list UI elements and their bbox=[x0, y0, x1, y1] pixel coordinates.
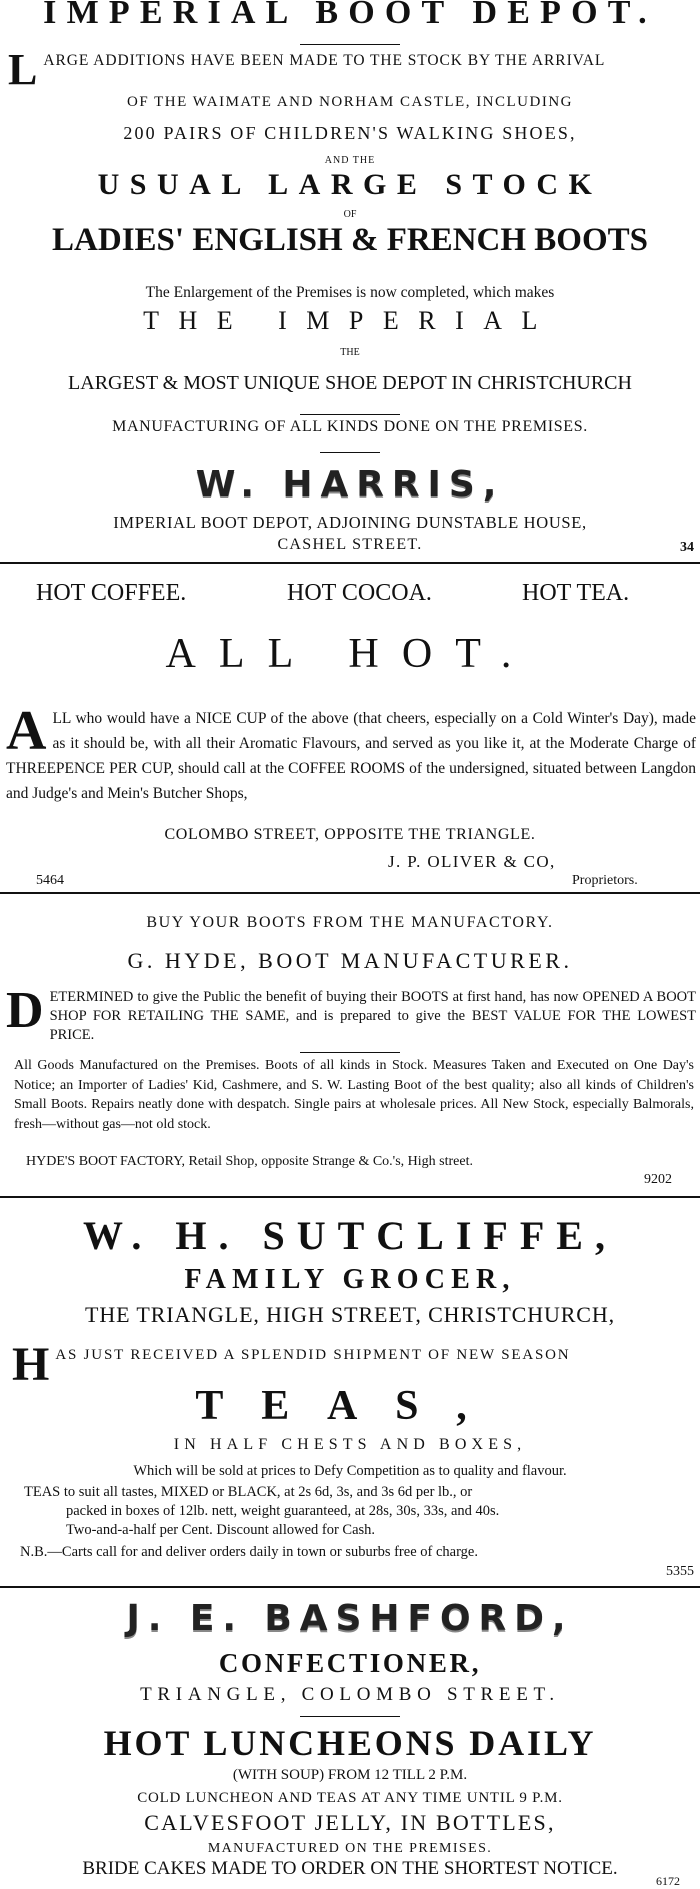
column-divider bbox=[0, 1586, 700, 1588]
with-soup: (WITH SOUP) FROM 12 TILL 2 P.M. bbox=[232, 1767, 468, 1783]
enlargement: The Enlargement of the Premises is now completed, which makes bbox=[145, 284, 555, 301]
address-line-2: CASHEL STREET. bbox=[277, 536, 423, 553]
dropcap: D bbox=[6, 982, 44, 1039]
hot-body bbox=[6, 700, 696, 806]
sutcliffe-name: W. H. SUTCLIFFE, bbox=[83, 1213, 617, 1258]
all-hot: ALL HOT. bbox=[165, 631, 535, 677]
divider bbox=[300, 414, 400, 415]
hot-luncheons: HOT LUNCHEONS DAILY bbox=[103, 1723, 597, 1763]
hyde-body bbox=[6, 982, 696, 1045]
ad-reference: 9202 bbox=[644, 1172, 672, 1187]
column-divider bbox=[0, 892, 700, 894]
body-text: LL who would have a NICE CUP of the above (that cheers, especially on a Cold Winter's Day), made as it should be, with all their Aromatic Flavours, and served as you like it, at the Moderate Charge of THREEPENCE PER CUP, should call at the COFFEE ROOMS of the undersigned, situated between Langdon and Judge's and Mein's Butcher Shops, bbox=[6, 710, 696, 802]
intro bbox=[8, 45, 694, 94]
received-line bbox=[12, 1338, 696, 1391]
hot-tea: HOT TEA. bbox=[522, 580, 630, 606]
discount: Two-and-a-half per Cent. Discount allowed for Cash. bbox=[66, 1522, 376, 1538]
intro-line-1: ARGE ADDITIONS HAVE BEEN MADE TO THE STOCK BY THE ARRIVAL bbox=[43, 52, 606, 69]
address-line-1: IMPERIAL BOOT DEPOT, ADJOINING DUNSTABLE HOUSE, bbox=[113, 513, 587, 532]
divider bbox=[300, 1052, 400, 1053]
buy-boots: BUY YOUR BOOTS FROM THE MANUFACTORY. bbox=[146, 914, 554, 931]
dropcap: A bbox=[6, 700, 47, 762]
teas-line-1: TEAS to suit all tastes, MIXED or BLACK, at 2s 6d, 3s, and 3s 6d per lb., or bbox=[24, 1484, 473, 1500]
hot-cocoa: HOT COCOA. bbox=[287, 580, 432, 606]
goods-text: All Goods Manufactured on the Premises. Boots of all kinds in Stock. Measures Taken and Executed on One Day's Notice; an Importer of Ladies' Kid, Cashmere, and S. W. Lasting Boot of the best quality; also all kinds of Children's Small Boots. Repairs neatly done with despatch. Single pairs at wholesale prices. All New Stock, especially Balmorals, fresh—without gas—not old stock. bbox=[14, 1058, 694, 1132]
hyde-goods bbox=[14, 1056, 694, 1134]
sutcliffe-address: THE TRIANGLE, HIGH STREET, CHRISTCHURCH, bbox=[85, 1302, 615, 1327]
bashford-name: J. E. BASHFORD, bbox=[126, 1598, 574, 1639]
ad-reference: 5355 bbox=[666, 1564, 694, 1579]
the-label: THE bbox=[340, 347, 360, 358]
nb-line: N.B.—Carts call for and deliver orders daily in town or suburbs free of charge. bbox=[20, 1544, 478, 1560]
of-label: OF bbox=[343, 209, 357, 220]
body-text: ETERMINED to give the Public the benefit of buying their BOOTS at first hand, has now OPENED A BOOT SHOP FOR RETAILING THE SAME, and is prepared to give the BEST VALUE FOR THE LOWEST PRICE. bbox=[49, 989, 696, 1043]
hyde-factory: HYDE'S BOOT FACTORY, Retail Shop, opposite Strange & Co.'s, High street. bbox=[26, 1154, 473, 1169]
and-the: AND THE bbox=[324, 155, 376, 166]
ad-reference: 5464 bbox=[36, 873, 64, 888]
divider bbox=[300, 1716, 400, 1717]
usual-large-stock: USUAL LARGE STOCK bbox=[97, 168, 603, 201]
intro-line-2: OF THE WAIMATE AND NORHAM CASTLE, INCLUDING bbox=[126, 94, 574, 110]
ad-reference: 6172 bbox=[656, 1874, 680, 1888]
ad-title: IMPERIAL BOOT DEPOT. bbox=[43, 0, 657, 31]
divider bbox=[300, 44, 400, 45]
ladies-boots: LADIES' ENGLISH & FRENCH BOOTS bbox=[52, 222, 648, 258]
hyde-name: G. HYDE, BOOT MANUFACTURER. bbox=[127, 948, 573, 973]
hot-coffee: HOT COFFEE. bbox=[36, 580, 187, 606]
sold-at-prices: Which will be sold at prices to Defy Competition as to quality and flavour. bbox=[133, 1463, 567, 1479]
teas-heading: TEAS, bbox=[195, 1383, 505, 1429]
column-divider bbox=[0, 1196, 700, 1198]
family-grocer: FAMILY GROCER, bbox=[184, 1264, 516, 1295]
half-chests: IN HALF CHESTS AND BOXES, bbox=[173, 1436, 527, 1453]
the-imperial: THE IMPERIAL bbox=[143, 306, 557, 335]
proprietors-label: Proprietors. bbox=[572, 873, 638, 888]
divider bbox=[320, 452, 380, 453]
ad-reference: 34 bbox=[680, 540, 694, 555]
manufactured-premises: MANUFACTURED ON THE PREMISES. bbox=[207, 1841, 493, 1856]
bashford-address: TRIANGLE, COLOMBO STREET. bbox=[140, 1684, 560, 1705]
dropcap: H bbox=[12, 1338, 50, 1391]
bride-cakes: BRIDE CAKES MADE TO ORDER ON THE SHORTEST NOTICE. bbox=[82, 1858, 618, 1879]
hot-address: COLOMBO STREET, OPPOSITE THE TRIANGLE. bbox=[164, 826, 536, 843]
largest-depot: LARGEST & MOST UNIQUE SHOE DEPOT IN CHRISTCHURCH bbox=[68, 372, 632, 394]
confectioner: CONFECTIONER, bbox=[218, 1648, 482, 1678]
cold-luncheon: COLD LUNCHEON AND TEAS AT ANY TIME UNTIL 9 P.M. bbox=[137, 1790, 563, 1806]
column-divider bbox=[0, 562, 700, 564]
calvesfoot-jelly: CALVESFOOT JELLY, IN BOTTLES, bbox=[144, 1810, 556, 1835]
proprietor-name: W. HARRIS, bbox=[195, 464, 505, 505]
teas-line-2: packed in boxes of 12lb. nett, weight guaranteed, at 28s, 30s, 33s, and 40s. bbox=[66, 1503, 500, 1519]
signature: J. P. OLIVER & CO, bbox=[388, 852, 556, 871]
manufacturing: MANUFACTURING OF ALL KINDS DONE ON THE PREMISES. bbox=[112, 418, 588, 435]
intro-line-3: 200 PAIRS OF CHILDREN'S WALKING SHOES, bbox=[123, 123, 577, 143]
dropcap: L bbox=[8, 45, 38, 94]
received-text: AS JUST RECEIVED A SPLENDID SHIPMENT OF NEW SEASON bbox=[55, 1347, 571, 1363]
